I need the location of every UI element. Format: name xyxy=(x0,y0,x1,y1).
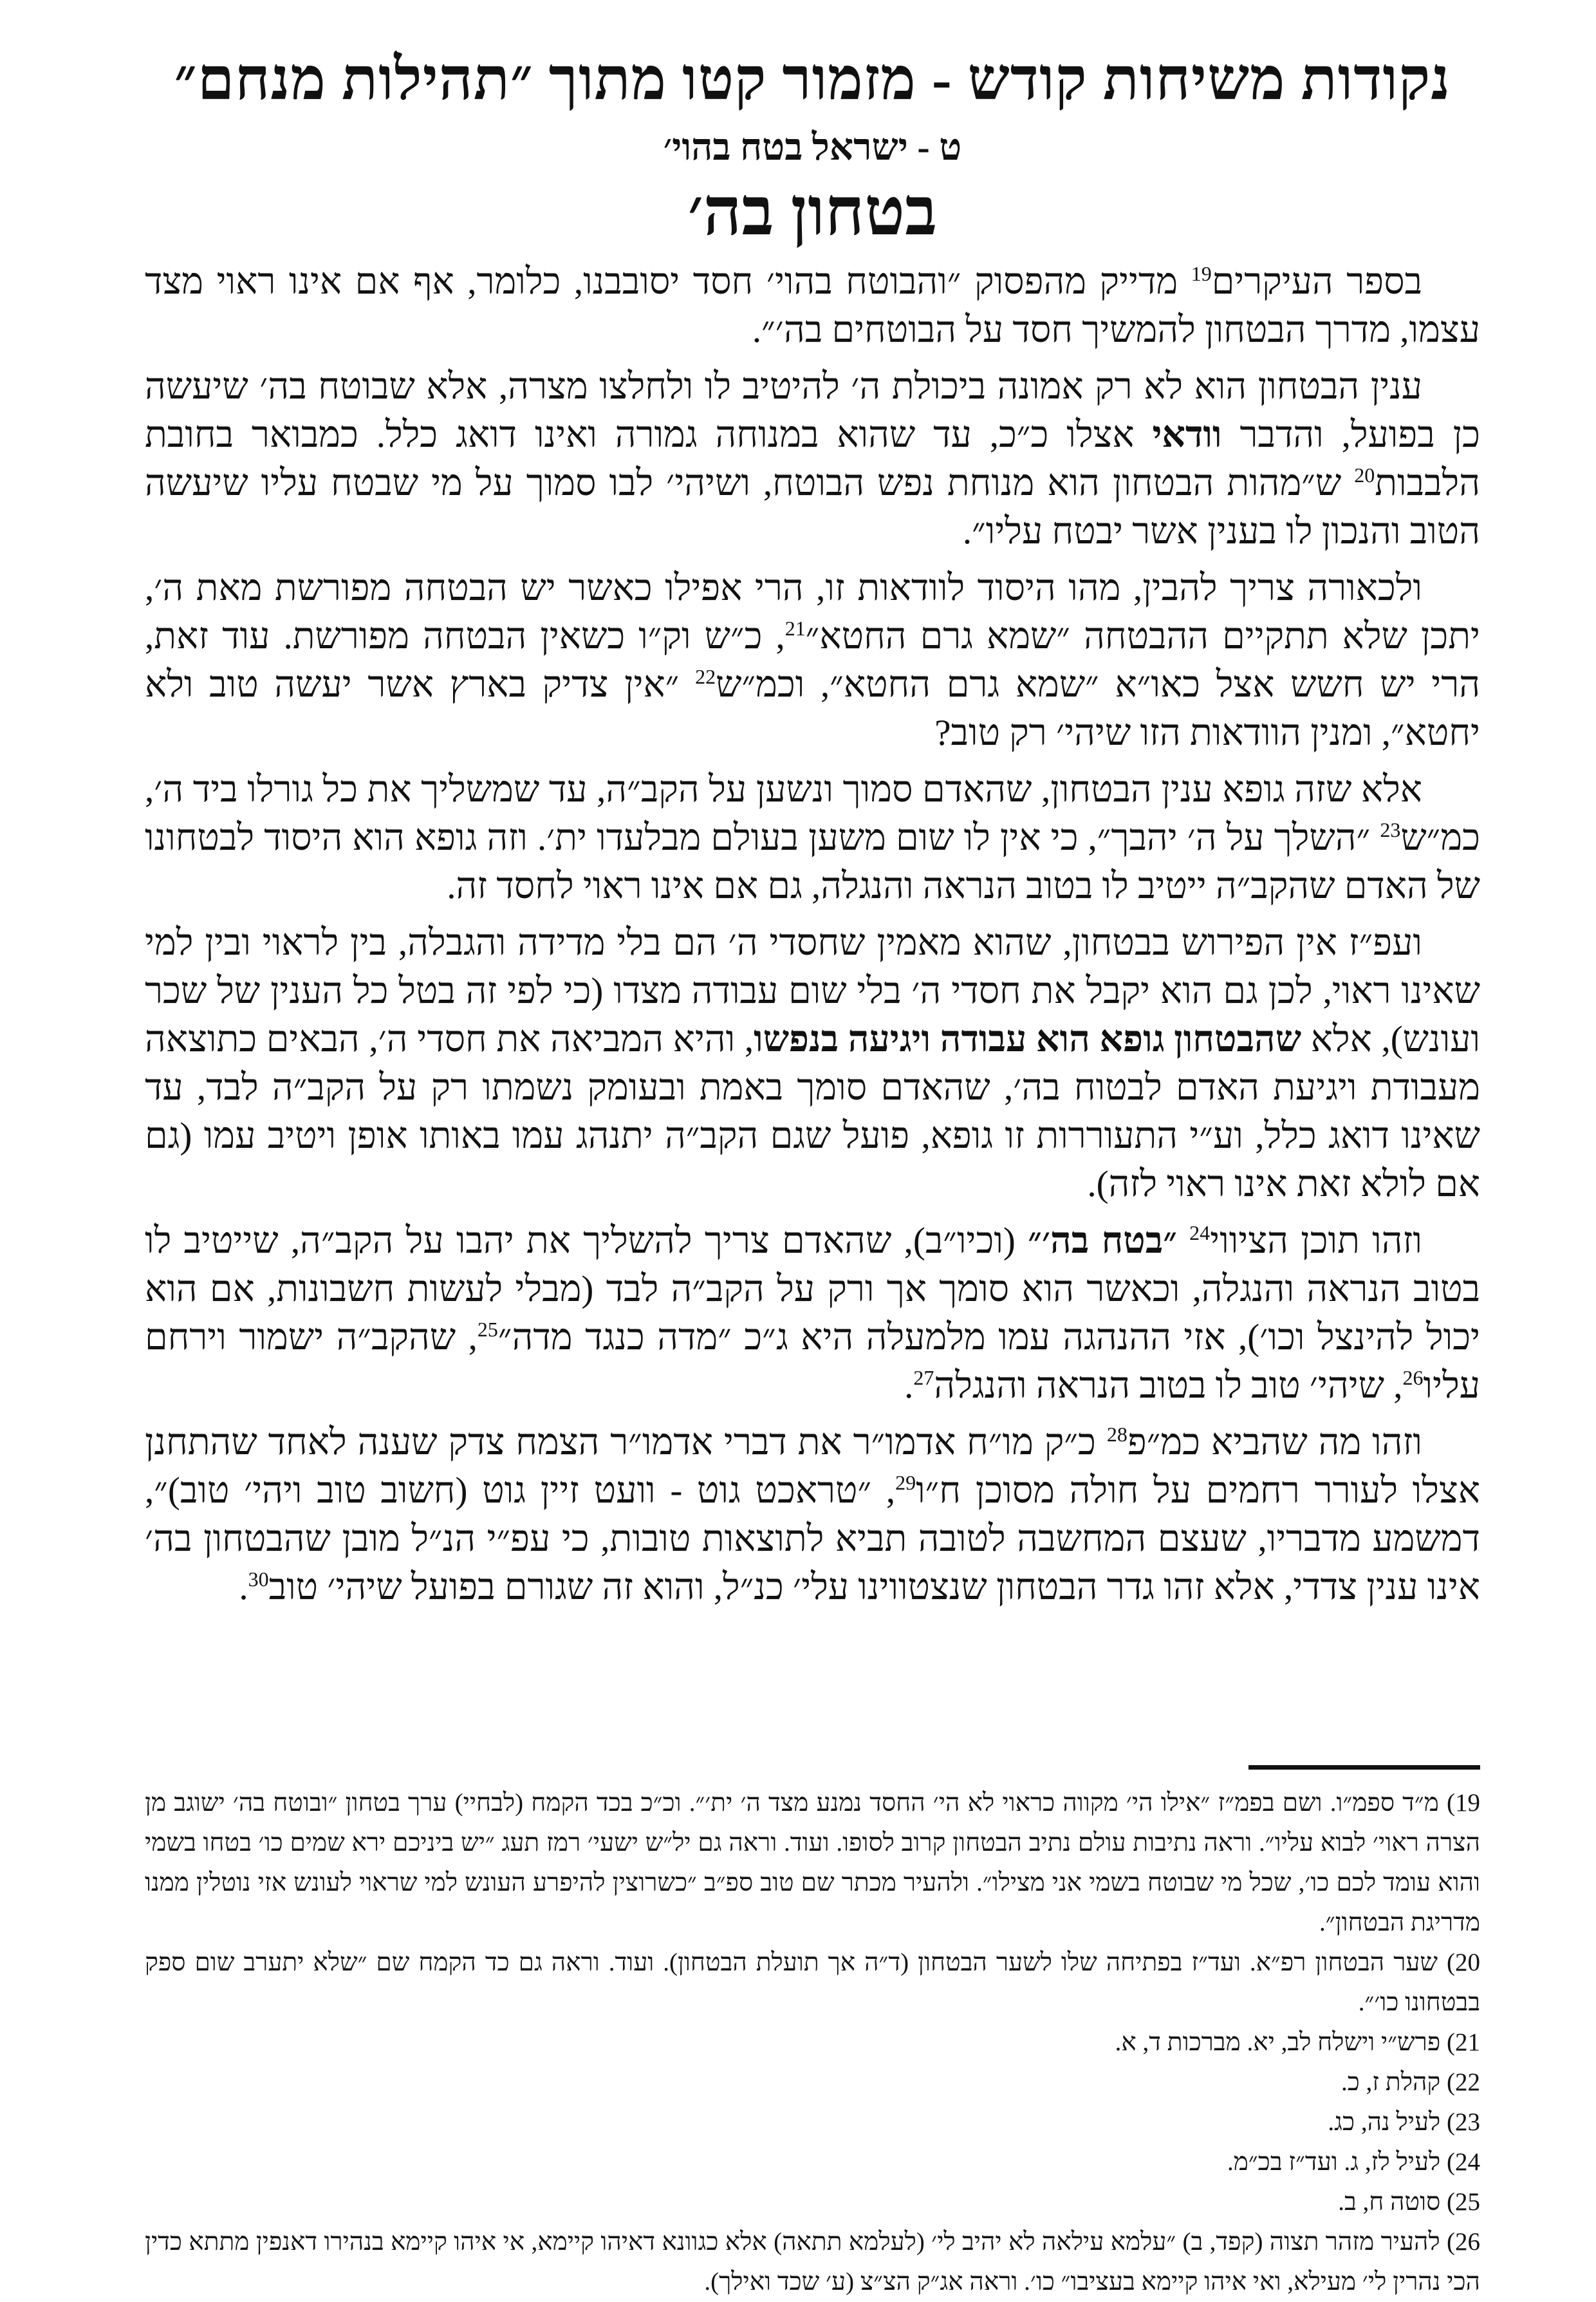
paragraph xyxy=(145,1418,1480,1611)
bold-text: וודאי xyxy=(1152,415,1222,455)
footnotes xyxy=(145,1783,1480,2302)
text-run: , והיא המביאה את חסדי ה׳, הבאים כתוצאה מעבודת ויגיעת האדם לבטוח בה׳, שהאדם סומך באמת ובעומק נשמתו רק על הקב״ה לבד, עד שאינו דואג כלל, וע״י התעוררות זו גופא, פועל שגם הקב״ה יתנהג עמו באותו אופן ויטיב עמו (גם אם לולא זאת אינו ראוי לזה). xyxy=(145,1019,1480,1204)
text-run: , כ״ש וק״ו כשאין הבטחה מפורשת. עוד זאת, הרי יש חשש אצל כאו״א ״שמא גרם החטא״, וכמ״ש xyxy=(145,616,1480,705)
text-run: . xyxy=(904,1365,914,1406)
footnote-ref: 20 xyxy=(1354,463,1375,487)
footnote-ref: 27 xyxy=(913,1366,934,1389)
text-run: בספר העיקרים xyxy=(1211,261,1423,302)
footnote-divider xyxy=(1248,1765,1480,1770)
text-run: אלא שזה גופא ענין הבטחון, שהאדם סמוך ונשען על הקב״ה, עד שמשליך את כל גורלו ביד ה׳, כמ״ש xyxy=(145,769,1480,858)
footnote-ref: 22 xyxy=(695,665,716,688)
text-run: ולכאורה צריך להבין, מהו היסוד לוודאות זו, הרי אפילו כאשר יש הבטחה מפורשת מאת ה׳, יתכן שלא תתקיים ההבטחה ״שמא גרם החטא״ xyxy=(145,568,1480,657)
footnote: 24) לעיל לז, ג. ועד״ז בכ״מ. xyxy=(1227,2148,1480,2176)
footnote-ref: 24 xyxy=(1189,1221,1211,1244)
section-heading: בטחון בה׳ xyxy=(687,175,938,249)
footnote-ref: 21 xyxy=(784,617,806,640)
footnote-ref: 30 xyxy=(248,1567,269,1591)
text-run: מדייק מהפסוק ״והבוטח בהוי׳ חסד יסובבנו, כלומר, אף אם אינו ראוי מצד עצמו, מדרך הבטחון להמשיך חסד על הבוטחים בה׳״. xyxy=(145,261,1480,350)
bold-text: ״בטח בה׳״ xyxy=(1028,1221,1190,1261)
text-run: , שיהי׳ טוב לו בטוב הנראה והנגלה xyxy=(934,1365,1403,1406)
page-subtitle: ט - ישראל בטח בהוי׳ xyxy=(663,126,962,168)
text-run: ״אין צדיק בארץ אשר יעשה טוב ולא יחטא״, ומנין הוודאות הזו שיהי׳ רק טוב? xyxy=(145,664,1480,753)
paragraph xyxy=(145,919,1480,1208)
text-run: . xyxy=(239,1567,248,1607)
footnote: 22) קהלת ז, כ. xyxy=(1341,2068,1480,2096)
footnote: 25) סוטה ח, ב. xyxy=(1338,2188,1480,2216)
paragraph xyxy=(145,362,1480,556)
text-run: אצלו כ״כ, עד שהוא במנוחה גמורה ואינו דואג כלל. כמבואר בחובת הלבבות xyxy=(145,415,1480,503)
footnote: 19) מ״ד ספמ״ו. ושם בפמ״ז ״אילו הי׳ מקווה כראוי לא הי׳ החסד נמנע מצד ה׳ ית׳״. וכ״כ בכד הקמח (לבחיי) ערך בטחון ״ובוטח בה׳ ישוגב מן הצרה ראוי׳ לבוא עליו״. וראה נתיבות עולם נתיב הבטחון קרוב לסופו. ועוד. וראה גם יל״ש ישעי׳ רמז תעג ״יש ביניכם ירא שמים כו׳ בטחו בשמי והוא עומד לכם כו׳, שכל מי שבוטח בשמי אני מצילו״. ולהעיר מכתר שם טוב ספ״ב ״כשרוצין להיפרע העונש למי שראוי לעונש אזי נוטלין ממנו מדריגת הבטחון״. xyxy=(145,1789,1480,1936)
footnote: 20) שער הבטחון רפ״א. ועד״ז בפתיחה שלו לשער הבטחון (ד״ה אך תועלת הבטחון). ועוד. וראה גם כד הקמח שם ״שלא יתערב שום ספק בבטחונו כו׳״. xyxy=(145,1949,1480,2016)
footnote: 21) פרש״י וישלח לב, יא. מברכות ד, א. xyxy=(1115,2028,1480,2056)
text-run: ״השלך על ה׳ יהבך״, כי אין לו שום משען בעולם מבלעדו ית׳. וזה גופא הוא היסוד לבטחונו של האדם שהקב״ה ייטיב לו בטוב הנראה והנגלה, גם אם אינו ראוי לחסד זה. xyxy=(145,818,1480,906)
body-text xyxy=(145,257,1480,1620)
footnote-ref: 25 xyxy=(477,1318,498,1341)
page-title: נקודות משיחות קודש - מזמור קטו מתוך ״תהילות מנחם״ xyxy=(174,46,1451,112)
footnote: 26) להעיר מזהר תצוה (קפד, ב) ״עלמא עילאה לא יהיב לי׳ (לעלמא תתאה) אלא כגוונא דאיהו קיימא, אי איהו קיימא בנהירו דאנפין מתתא כדין הכי נהרין לי׳ מעילא, ואי איהו קיימא בעציבו״ כו׳. וראה אג״ק הצ״צ (ע׳ שכד ואילך). xyxy=(145,2228,1480,2296)
text-run: (וכיו״ב), שהאדם צריך להשליך את יהבו על הקב״ה, שייטיב לו בטוב הנראה והנגלה, וכאשר הוא סומך אך ורק על הקב״ה לבד (מבלי לעשות חשבונות, אם הוא יכול להינצל וכו׳), אזי ההנהגה עמו מלמעלה היא ג״כ ״מדה כנגד מדה״ xyxy=(145,1221,1481,1358)
footnote-ref: 19 xyxy=(1191,262,1212,285)
text-run: , ״טראכט גוט - וועט זיין גוט (חשוב טוב ויהי׳ טוב)״, דמשמע מדבריו, שעצם המחשבה לטובה תביא לתוצאות טובות, כי עפ״י הנ״ל מובן שהבטחון בה׳ אינו ענין צדדי, אלא זהו גדר הבטחון שנצטווינו עלי׳ כנ״ל, והוא זה שגורם בפועל שיהי׳ טוב xyxy=(145,1470,1480,1607)
text-run: כ״ק מו״ח אדמו״ר את דברי אדמו״ר הצמח צדק שענה לאחד שהתחנן אצלו לעורר רחמים על חולה מסוכן ח״ו xyxy=(145,1422,1480,1511)
footnote-ref: 26 xyxy=(1402,1366,1424,1389)
text-run: , שהקב״ה ישמור וירחם עליו xyxy=(145,1317,1480,1406)
bold-text: שהבטחון גופא הוא עבודה ויגיעה בנפשו xyxy=(754,1019,1302,1060)
footnote-ref: 28 xyxy=(1106,1423,1127,1446)
footnote-ref: 29 xyxy=(895,1471,916,1494)
text-run: ענין הבטחון הוא לא רק אמונה ביכולת ה׳ להיטיב לו ולחלצו מצרה, אלא שבוטח בה׳ שיעשה כן בפועל, והדבר xyxy=(145,366,1480,455)
text-run: וזהו תוכן הציווי xyxy=(1210,1221,1423,1261)
footnote-ref: 23 xyxy=(1380,818,1401,841)
footnote: 23) לעיל נה, כג. xyxy=(1328,2108,1480,2136)
paragraph xyxy=(145,765,1480,910)
text-run: ש״מהות הבטחון הוא מנוחת נפש הבוטח, ושיהי׳ לבו סמוך על מי שבטח עליו שיעשה הטוב והנכון לו בענין אשר יבטח עליו״. xyxy=(145,463,1480,552)
paragraph xyxy=(145,1217,1480,1410)
paragraph xyxy=(145,257,1480,354)
paragraph xyxy=(145,564,1480,757)
text-run: ועפ״ז אין הפירוש בבטחון, שהוא מאמין שחסדי ה׳ הם בלי מדידה והגבלה, בין לראוי ובין למי שאינו ראוי, לכן גם הוא יקבל את חסדי ה׳ בלי שום עבודה מצדו (כי לפי זה בטל כל הענין של שכר ועונש), אלא xyxy=(145,922,1481,1060)
text-run: וזהו מה שהביא כמ״פ xyxy=(1127,1422,1423,1463)
